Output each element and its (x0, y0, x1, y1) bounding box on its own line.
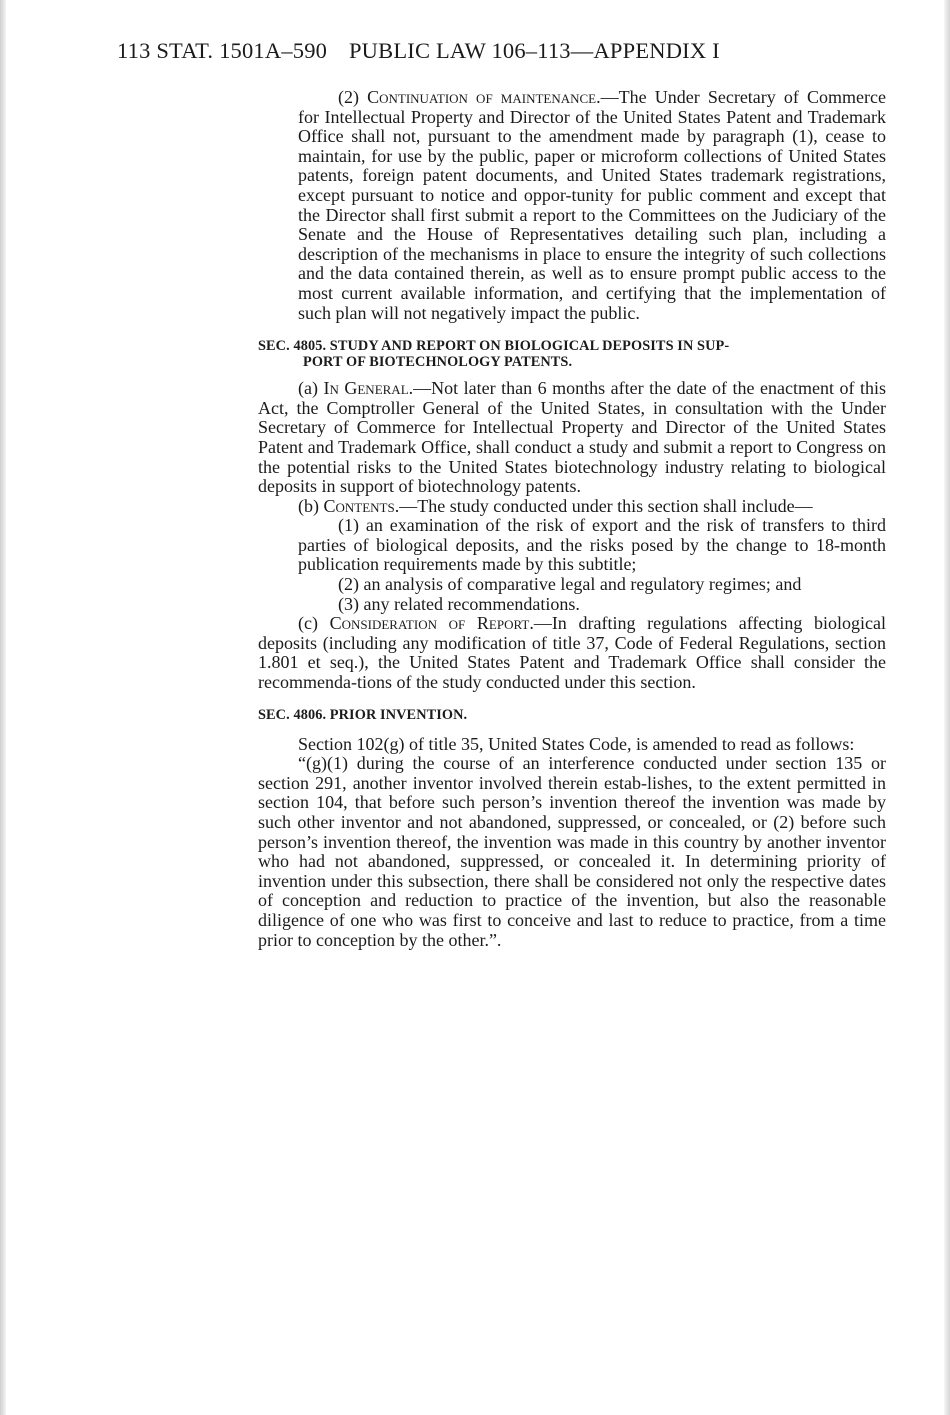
para-text: .—The Under Secretary of Commerce for Intellectual Property and Director of the United States Patent and Trademark Office shall not, pursuant to the amendment made by paragraph (1), cease to maintain, for use by the public, paper or microform collections of United States patents, foreign patent documents, and United States trademark registrations, except pursuant to notice and oppor-tunity for public comment and except that the Director shall first submit a report to the Committees on the Judiciary of the Senate and the House of Representatives detailing such plan, including a description of the mechanisms in place to ensure the integrity of such collections and the data contained therein, as well as to ensure prompt public access to the most current available information, and certifying that the implementation of such plan will not negatively impact the public. (298, 87, 886, 323)
section-4806-quoted-text: “(g)(1) during the course of an interference conducted under section 135 or section 291, another inventor involved therein estab-lishes, to the extent permitted in section 104, that before such person’s invention thereof the invention was made by such other inventor and not abandoned, suppressed, or concealed, or (2) before such person’s invention thereof, the invention was made in this country by another inventor who had not abandoned, suppressed, or concealed it. In determining priority of invention under this subsection, there shall be considered not only the respective dates of conception and reduction to practice of the invention, but also the reasonable diligence of one who was first to conceive and last to reduce to practice, from a time prior to conception by the other.”. (258, 753, 886, 950)
paragraph-b2 (258, 575, 886, 595)
subsection-a-heading: In General (323, 378, 409, 399)
subsection-b (258, 497, 886, 517)
paragraph-b1: (1) an examination of the risk of export and the risk of transfers to third parties of biological deposits, and the risks posed by the change to 18-month publication requirements made by this subtitle; (298, 515, 886, 575)
para-heading: Continuation of maintenance (367, 87, 597, 107)
section-4806-intro: Section 102(g) of title 35, United States Code, is amended to read as follows: (298, 733, 855, 754)
subsection-b-number: (b) (298, 495, 324, 516)
subsection-c (258, 614, 886, 692)
stat-citation: 113 STAT. 1501A–590 (117, 38, 328, 63)
subsection-c-heading: Consideration of Report (329, 613, 530, 634)
law-title: PUBLIC LAW 106–113—APPENDIX I (348, 38, 720, 63)
scan-edge-right (944, 0, 950, 1415)
scan-edge-left (0, 0, 6, 1415)
subsection-c-number: (c) (298, 613, 330, 634)
subsection-c-text: .—In drafting regulations affecting biological deposits (including any modification of title 37, Code of Federal Regulations, section 1.801 et seq.), the United States Patent and Trademark Office shall consider the recommenda-tions of the study conducted under this section. (258, 613, 886, 693)
paragraph-continuation-of-maintenance (258, 88, 886, 323)
para-number: (2) (338, 87, 368, 107)
subsection-a-number: (a) (298, 378, 324, 399)
section-heading-4806: SEC. 4806. PRIOR INVENTION. (258, 706, 468, 723)
section-heading-line2: PORT OF BIOTECHNOLOGY PATENTS. (303, 354, 573, 371)
paragraph-b3: (3) any related recommendations. (338, 593, 580, 614)
paragraph-b2-text: (2) an analysis of comparative legal and regulatory regimes; and (338, 574, 802, 595)
subsection-b-text: .—The study conducted under this section shall include— (394, 495, 813, 516)
running-head (117, 38, 720, 64)
section-heading-line1: SEC. 4805. STUDY AND REPORT ON BIOLOGICAL DEPOSITS IN SUP- (258, 338, 730, 355)
section-heading-4805 (258, 338, 886, 370)
subsection-a-text: .—Not later than 6 months after the date of the enactment of this Act, the Comptroller General of the United States, in consultation with the Under Secretary of Commerce for Intellectual Property and Director of the United States Patent and Trademark Office, shall conduct a study and submit a report to Congress on the potential risks to the United States biotechnology industry relating to biological deposits in support of biotechnology patents. (258, 378, 886, 497)
subsection-b-heading: Contents (323, 495, 395, 516)
subsection-a (258, 379, 886, 497)
page-body (258, 88, 886, 950)
